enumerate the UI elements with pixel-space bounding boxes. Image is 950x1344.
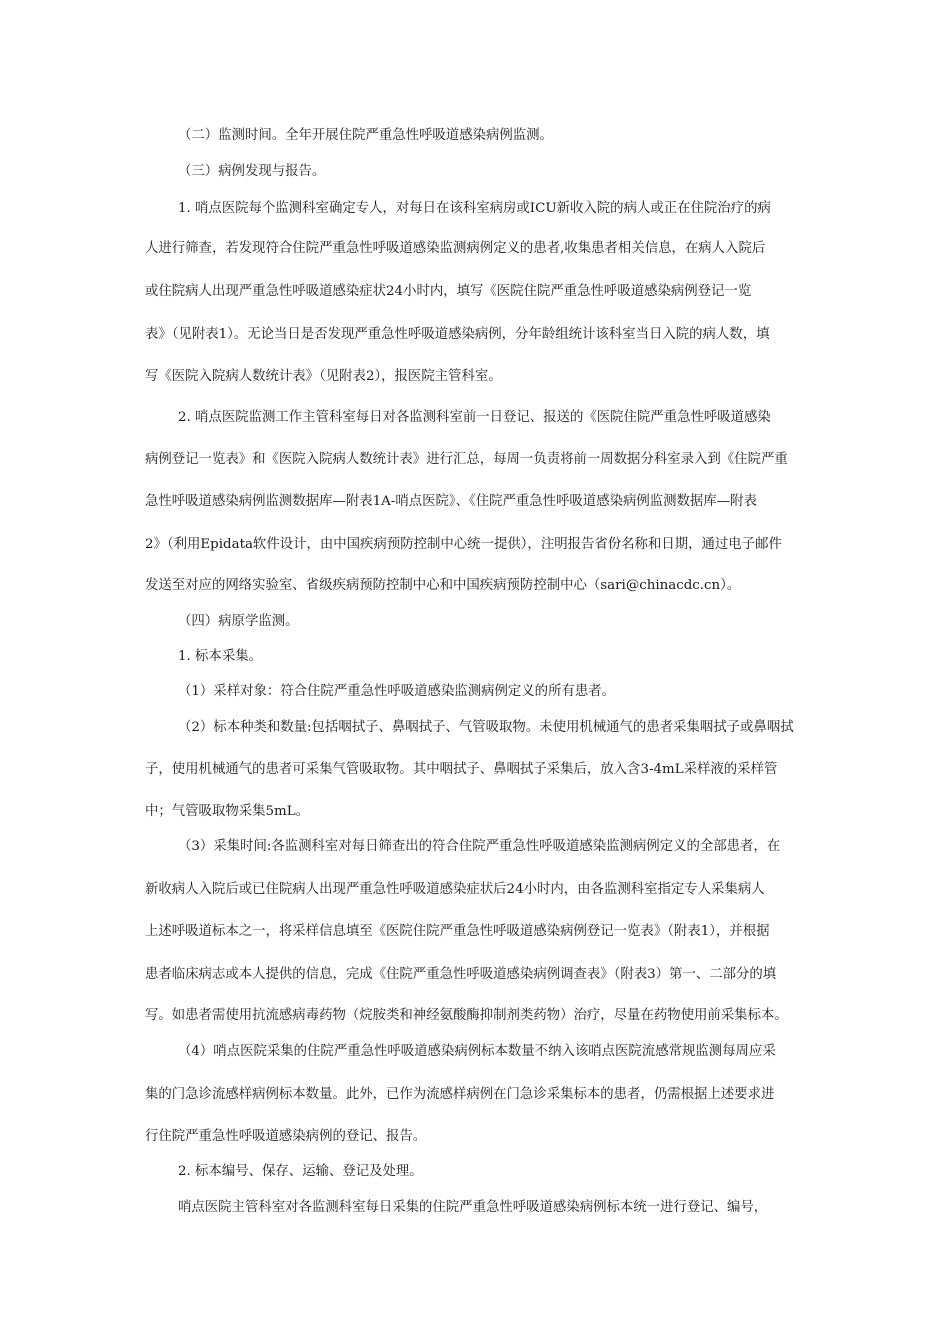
text-line: （二）监测时间。全年开展住院严重急性呼吸道感染病例监测。 bbox=[178, 128, 553, 143]
text-line: 上述呼吸道标本之一，将采样信息填至《医院住院严重急性呼吸道感染病例登记一览表》（附表1），并根据 bbox=[145, 924, 770, 939]
text-line: 2. 哨点医院监测工作主管科室每日对各监测科室前一日登记、报送的《医院住院严重急性呼吸道感染 bbox=[178, 410, 771, 425]
text-line: 病例登记一览表》和《医院入院病人数统计表》进行汇总，每周一负责将前一周数据分科室录入到《住院严重 bbox=[145, 452, 788, 467]
text-line: 中；气管吸取物采集5mL。 bbox=[145, 804, 310, 819]
text-line: 2. 标本编号、保存、运输、登记及处理。 bbox=[178, 1164, 423, 1179]
text-line: 子，使用机械通气的患者可采集气管吸取物。其中咽拭子、鼻咽拭子采集后，放入含3-4mL采样液的采样管 bbox=[145, 762, 778, 777]
text-line: 2》（利用Epidata软件设计，由中国疾病预防控制中心统一提供），注明报告省份名称和日期，通过电子邮件 bbox=[145, 537, 782, 552]
text-line: 发送至对应的网络实验室、省级疾病预防控制中心和中国疾病预防控制中心（sari@chinacdc.cn）。 bbox=[145, 578, 741, 593]
text-line: 表》（见附表1）。无论当日是否发现严重急性呼吸道感染病例，分年龄组统计该科室当日入院的病人数，填 bbox=[145, 327, 770, 342]
text-line: （1）采样对象：符合住院严重急性呼吸道感染监测病例定义的所有患者。 bbox=[178, 684, 616, 699]
text-line: （3）采集时间:各监测科室对每日筛查出的符合住院严重急性呼吸道感染监测病例定义的全部患者，在 bbox=[178, 839, 781, 854]
text-line: （四）病原学监测。 bbox=[178, 614, 299, 629]
text-line: 写《医院入院病人数统计表》（见附表2），报医院主管科室。 bbox=[145, 369, 502, 384]
text-line: 1. 哨点医院每个监测科室确定专人，对每日在该科室病房或ICU新收入院的病人或正在住院治疗的病 bbox=[178, 201, 771, 216]
text-line: （4）哨点医院采集的住院严重急性呼吸道感染病例标本数量不纳入该哨点医院流感常规监测每周应采 bbox=[178, 1044, 776, 1059]
text-line: （三）病例发现与报告。 bbox=[178, 164, 326, 179]
text-line: 或住院病人出现严重急性呼吸道感染症状24小时内，填写《医院住院严重急性呼吸道感染病例登记一览 bbox=[145, 284, 752, 299]
text-line: 新收病人入院后或已住院病人出现严重急性呼吸道感染症状后24小时内，由各监测科室指定专人采集病人 bbox=[145, 882, 765, 897]
text-line: 人进行筛查，若发现符合住院严重急性呼吸道感染监测病例定义的患者,收集患者相关信息，在病人入院后 bbox=[145, 241, 766, 256]
text-line: 哨点医院主管科室对各监测科室每日采集的住院严重急性呼吸道感染病例标本统一进行登记、编号， bbox=[178, 1200, 768, 1215]
text-line: 1. 标本采集。 bbox=[178, 649, 262, 664]
text-line: 患者临床病志或本人提供的信息，完成《住院严重急性呼吸道感染病例调查表》（附表3）第一、二部分的填 bbox=[145, 967, 777, 982]
text-line: 集的门急诊流感样病例标本数量。此外，已作为流感样病例在门急诊采集标本的患者，仍需根据上述要求进 bbox=[145, 1087, 775, 1102]
text-line: 行住院严重急性呼吸道感染病例的登记、报告。 bbox=[145, 1129, 427, 1144]
text-line: 急性呼吸道感染病例监测数据库—附表1A-哨点医院》、《住院严重急性呼吸道感染病例监测数据库—附表 bbox=[145, 494, 757, 509]
text-line: （2）标本种类和数量:包括咽拭子、鼻咽拭子、气管吸取物。未使用机械通气的患者采集咽拭子或鼻咽拭 bbox=[178, 720, 794, 735]
text-line: 写。如患者需使用抗流感病毒药物（烷胺类和神经氨酸酶抑制剂类药物）治疗，尽量在药物使用前采集标本。 bbox=[145, 1008, 788, 1023]
